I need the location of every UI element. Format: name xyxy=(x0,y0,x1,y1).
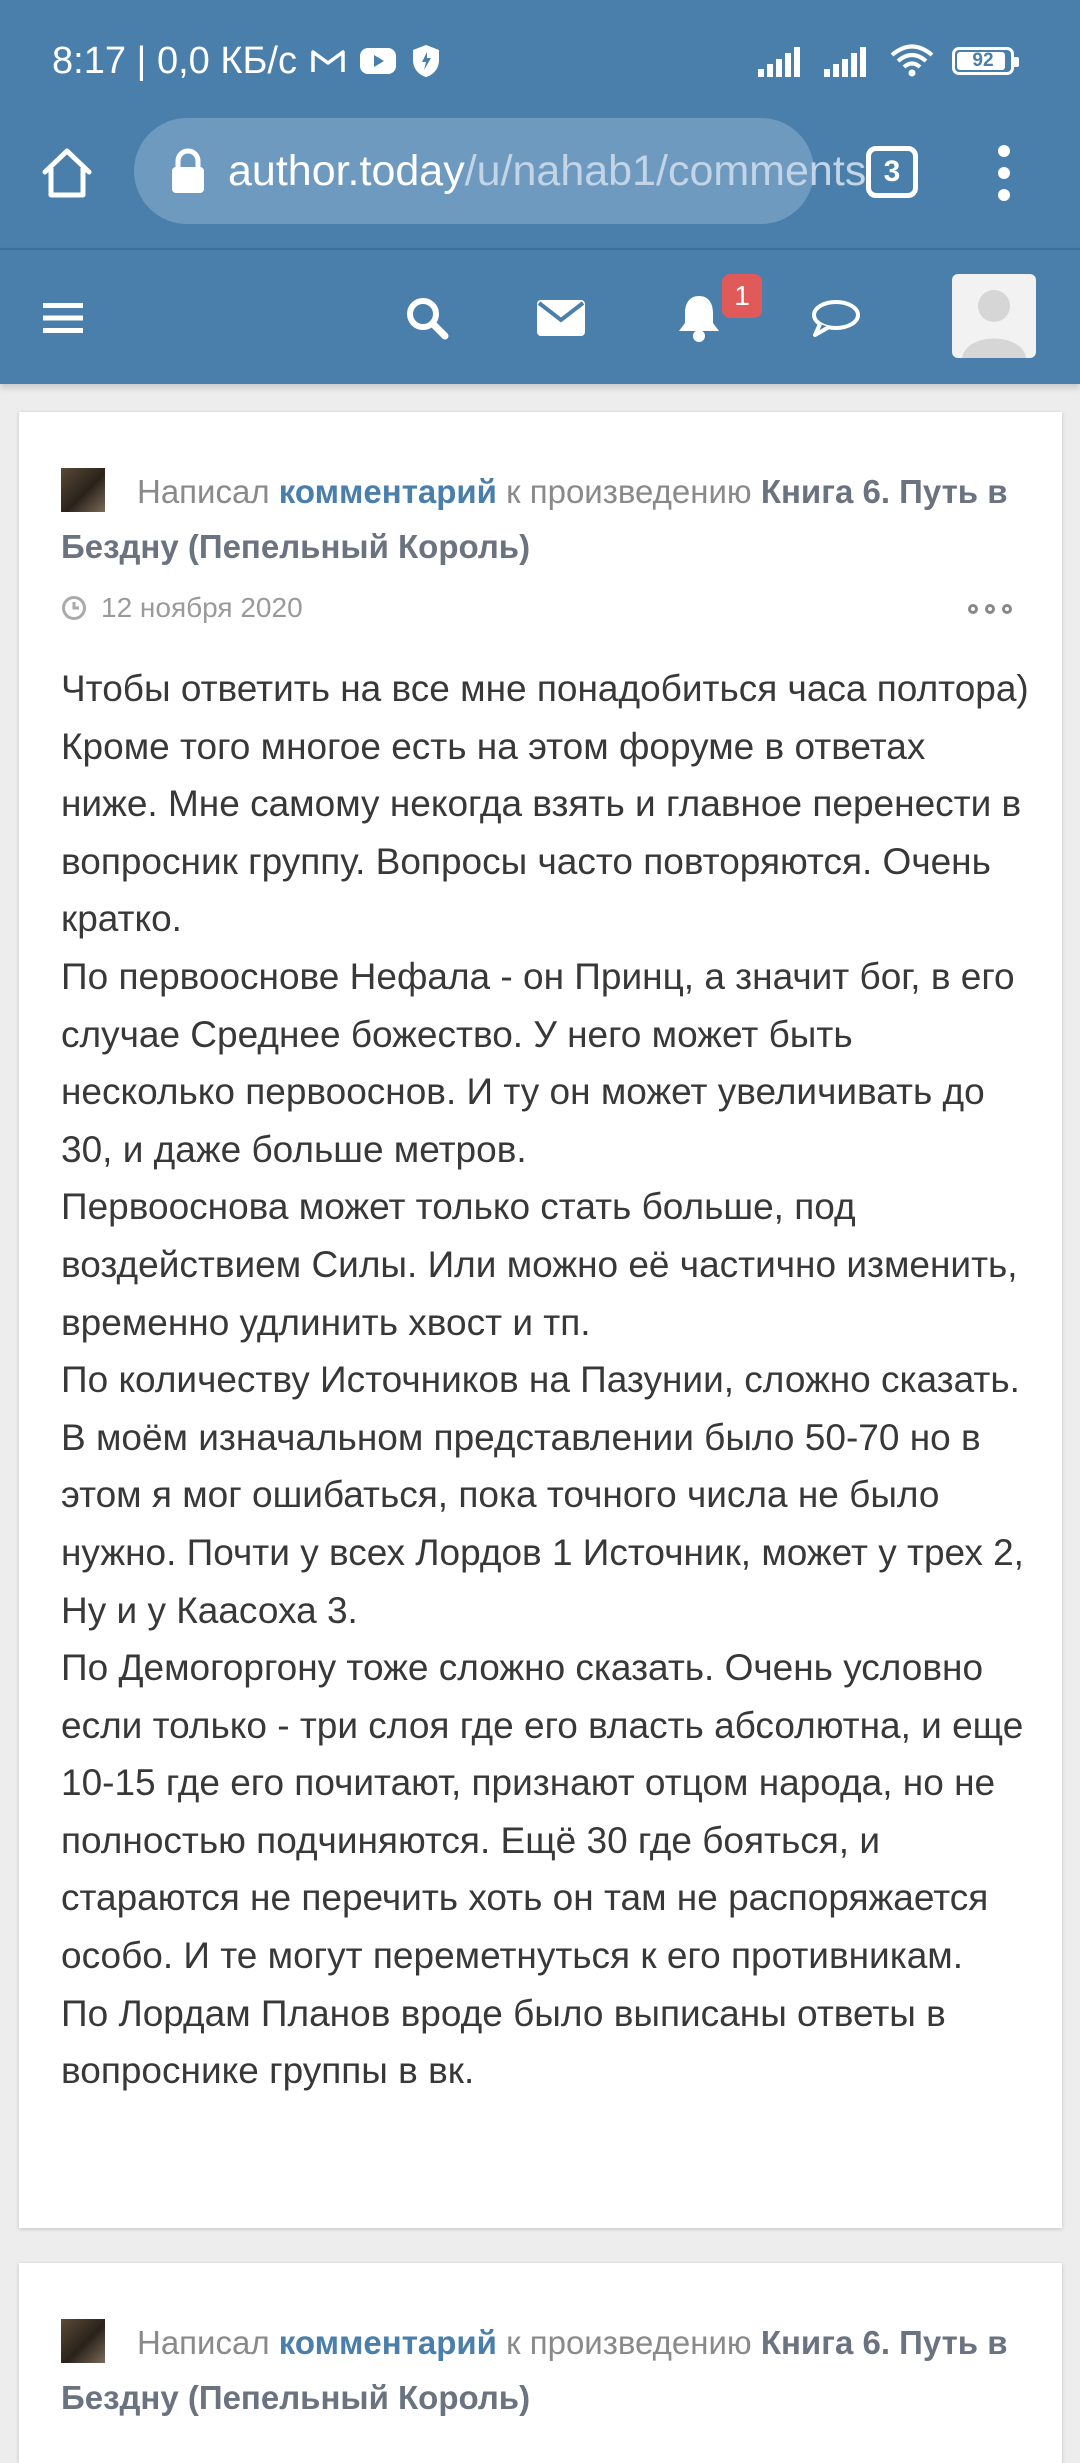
user-avatar-button[interactable] xyxy=(952,274,1036,358)
search-icon xyxy=(405,296,449,340)
gmail-icon xyxy=(311,48,345,74)
headline-action: Написал xyxy=(137,2324,270,2361)
url-path: /u/nahab1/comments xyxy=(464,146,867,195)
more-options-button[interactable] xyxy=(968,594,1012,624)
comment-date: 12 ноября 2020 xyxy=(101,592,303,623)
browser-toolbar xyxy=(0,118,1080,248)
clock-icon xyxy=(61,595,87,621)
browser-menu-button[interactable] xyxy=(984,138,1024,208)
notifications-button[interactable] xyxy=(664,250,734,386)
comment-paragraph: По первооснове Нефала - он Принц, а значит бог, в его случае Среднее божество. У него может быть несколько первооснов. И ту он может увеличивать до 30, и даже больше метров. xyxy=(61,955,1015,1170)
status-left xyxy=(52,36,441,86)
search-button[interactable] xyxy=(392,250,462,386)
shield-icon xyxy=(411,44,441,78)
url-text xyxy=(228,147,866,196)
notification-badge[interactable]: 1 xyxy=(722,274,762,318)
hamburger-icon xyxy=(43,301,83,335)
comment-headline xyxy=(61,2315,1021,2425)
site-navbar xyxy=(0,248,1080,384)
signal-icon xyxy=(758,45,806,77)
user-placeholder-icon xyxy=(952,274,1036,358)
lock-icon xyxy=(170,148,206,194)
home-button[interactable] xyxy=(32,138,102,208)
chat-button[interactable] xyxy=(800,250,872,386)
battery-level: 92 xyxy=(972,50,994,71)
book-title-link[interactable]: Книга 6. Путь в Бездну (Пепельный Король) xyxy=(61,473,1008,565)
comment-body xyxy=(61,660,1031,2100)
home-icon xyxy=(40,146,94,200)
signal-icon xyxy=(824,45,872,77)
comment-paragraph: Чтобы ответить на все мне понадобиться часа полтора) Кроме того многое есть на этом форуме в ответах ниже. Мне самому некогда взять и главное перенести в вопросник группу. Вопросы часто повторяются. Очень кратко. xyxy=(61,668,1029,940)
comment-card xyxy=(19,412,1062,2228)
headline-connector: к произведению xyxy=(506,2324,752,2361)
youtube-icon xyxy=(359,47,397,75)
tabs-button[interactable] xyxy=(866,146,918,198)
status-right xyxy=(758,36,1014,86)
bell-icon xyxy=(677,293,721,343)
status-time-speed: 8:17 | 0,0 КБ/с xyxy=(52,39,297,82)
address-bar[interactable] xyxy=(134,118,867,224)
messages-button[interactable] xyxy=(526,250,596,386)
hamburger-menu-button[interactable] xyxy=(30,250,96,386)
comment-paragraph: По Демогоргону тоже сложно сказать. Очень условно если только - три слоя где его власть абсолютна, и еще 10-15 где его почитают, признают отцом народа, но не полностью подчиняются. Ещё 30 где бояться, и стараются не перечить хоть он там не распоряжается особо. И те могут переметнуться к его противникам. xyxy=(61,1647,1024,1977)
comment-link[interactable]: комментарий xyxy=(278,2324,497,2361)
comment-date-row xyxy=(61,588,303,628)
comment-paragraph: Первооснова может только стать больше, под воздействием Силы. Или можно её частично изменить, временно удлинить хвост и тп. xyxy=(61,1186,1018,1343)
chat-bubble-icon xyxy=(811,299,861,337)
headline-action: Написал xyxy=(137,473,270,510)
comment-paragraph: По Лордам Планов вроде было выписаны ответы в вопроснике группы в вк. xyxy=(61,1992,946,2092)
url-host: author.today xyxy=(228,146,465,195)
book-title-link[interactable]: Книга 6. Путь в Бездну (Пепельный Король) xyxy=(61,2324,1008,2416)
comment-link[interactable]: комментарий xyxy=(278,473,497,510)
mail-icon xyxy=(537,300,585,336)
comment-paragraph: По количеству Источников на Пазунии, сложно сказать. В моём изначальном представлении было 50-70 но в этом я мог ошибаться, пока точного числа не было нужно. Почти у всех Лордов 1 Источник, может у трех 2, Ну и у Каасоха 3. xyxy=(61,1359,1024,1631)
status-bar xyxy=(0,0,1080,118)
wifi-icon xyxy=(890,44,934,78)
tab-count: 3 xyxy=(883,155,901,188)
headline-connector: к произведению xyxy=(506,473,752,510)
comment-headline xyxy=(61,464,1021,574)
battery-icon xyxy=(952,47,1014,75)
comment-card xyxy=(19,2263,1062,2463)
